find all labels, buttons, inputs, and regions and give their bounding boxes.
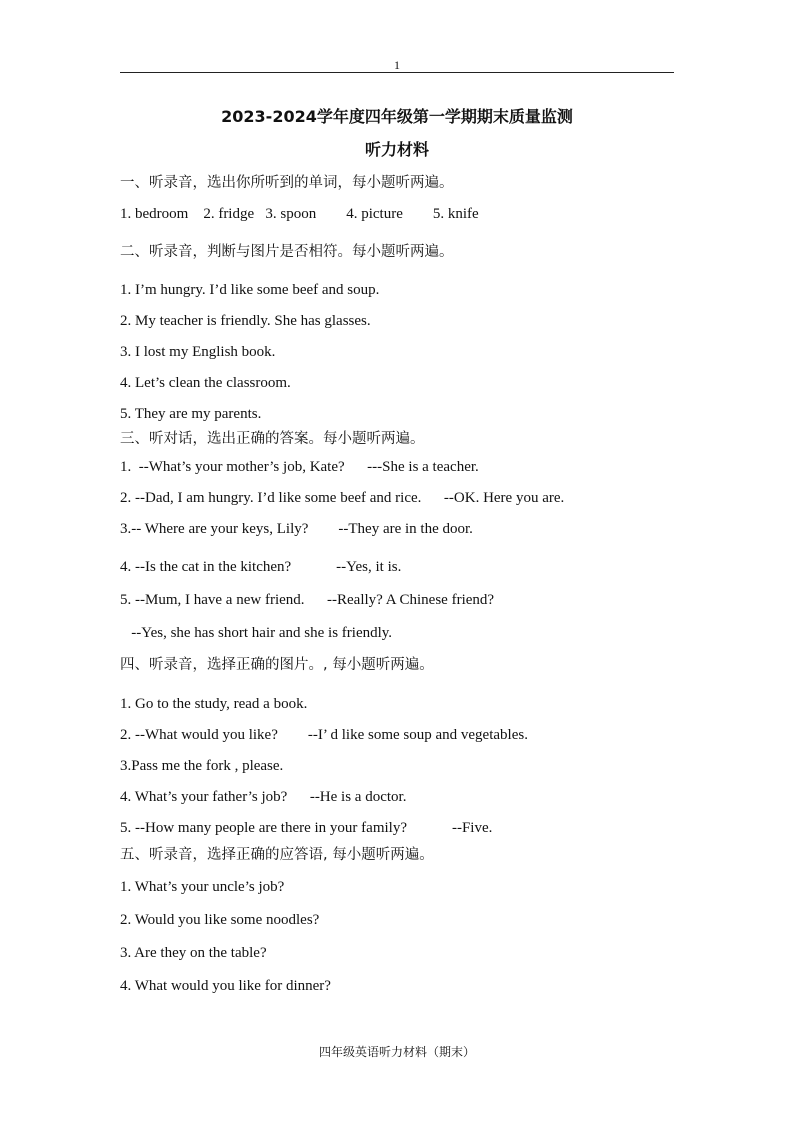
section-2-line: 1. I’m hungry. I’d like some beef and soup. xyxy=(120,282,380,298)
section-3-line: 3.-- Where are your keys, Lily? --They are in the door. xyxy=(120,521,473,537)
section-4-line: 4. What’s your father’s job? --He is a doctor. xyxy=(120,789,407,805)
section-2-line: 2. My teacher is friendly. She has glasses. xyxy=(120,313,371,329)
section-5-line: 1. What’s your uncle’s job? xyxy=(120,879,285,895)
section-5-line: 4. What would you like for dinner? xyxy=(120,978,331,994)
section-4-line: 2. --What would you like? --I’ d like some soup and vegetables. xyxy=(120,727,528,743)
section-2-heading: 二、听录音，判断与图片是否相符。每小题听两遍。 xyxy=(120,244,454,260)
section-2-line: 4. Let’s clean the classroom. xyxy=(120,375,291,391)
section-2-line: 5. They are my parents. xyxy=(120,406,262,422)
section-1-heading: 一、听录音，选出你所听到的单词，每小题听两遍。 xyxy=(120,175,454,191)
section-3-line: 4. --Is the cat in the kitchen? --Yes, it is. xyxy=(120,559,402,575)
section-3-line: 2. --Dad, I am hungry. I’d like some beef and rice. --OK. Here you are. xyxy=(120,490,565,506)
section-4-line: 1. Go to the study, read a book. xyxy=(120,696,308,712)
section-4-line: 5. --How many people are there in your family? --Five. xyxy=(120,820,493,836)
document-subtitle: 听力材料 xyxy=(364,140,429,159)
section-5-line: 3. Are they on the table? xyxy=(120,945,267,961)
page-number: 1 xyxy=(394,58,400,72)
section-4-heading: 四、听录音，选择正确的图片。, 每小题听两遍。 xyxy=(120,657,434,673)
section-5-heading: 五、听录音，选择正确的应答语, 每小题听两遍。 xyxy=(120,847,434,863)
page-footer: 四年级英语听力材料（期末） xyxy=(318,1045,475,1059)
section-3-line: 5. --Mum, I have a new friend. --Really? A Chinese friend? xyxy=(120,592,495,608)
section-3-heading: 三、听对话，选出正确的答案。每小题听两遍。 xyxy=(120,431,425,447)
section-4-line: 3.Pass me the fork , please. xyxy=(120,758,284,774)
section-3-line: 1. --What’s your mother’s job, Kate? ---She is a teacher. xyxy=(120,459,479,475)
section-2-line: 3. I lost my English book. xyxy=(120,344,276,360)
document-title: 2023-2024学年度四年级第一学期期末质量监测 xyxy=(221,107,573,126)
section-5-line: 2. Would you like some noodles? xyxy=(120,912,320,928)
section-3-line: --Yes, she has short hair and she is friendly. xyxy=(120,625,393,641)
section-1-line: 1. bedroom 2. fridge 3. spoon 4. picture 5. knife xyxy=(120,206,479,222)
header-rule xyxy=(120,72,674,73)
